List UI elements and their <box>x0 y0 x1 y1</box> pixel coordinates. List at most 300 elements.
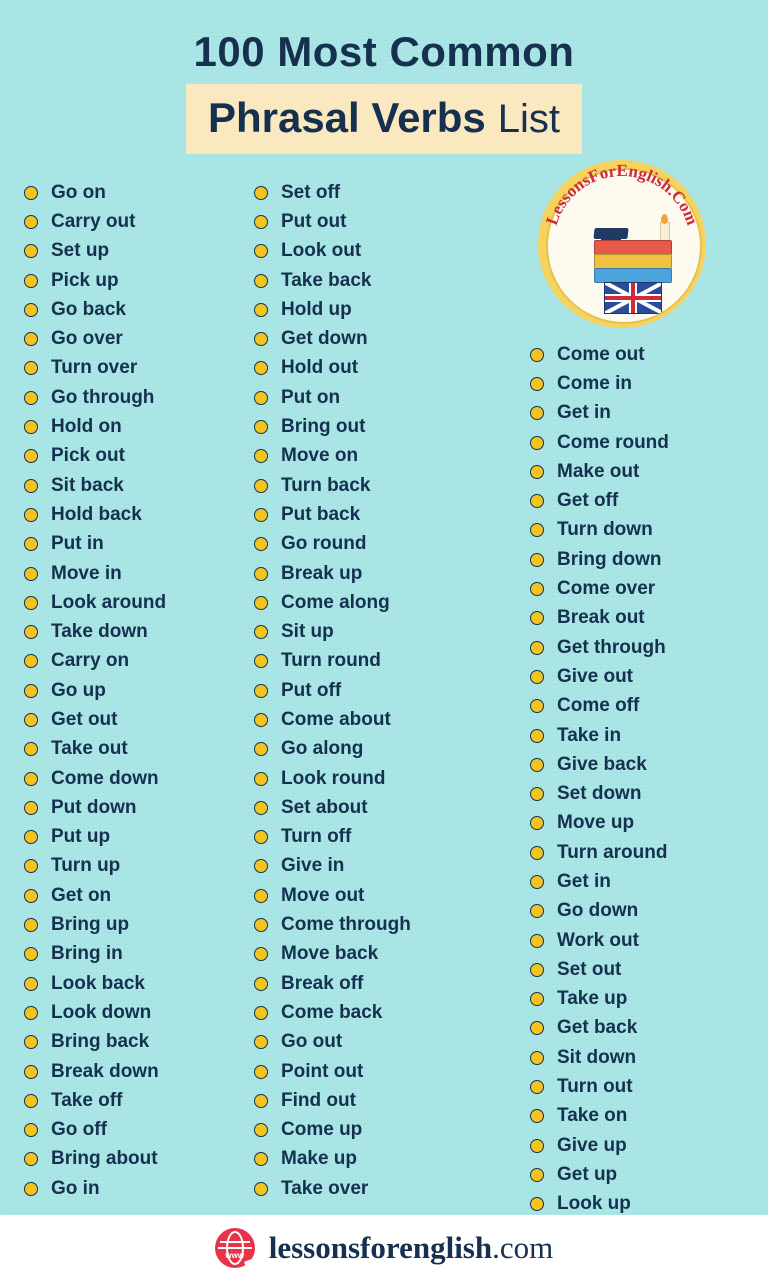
bullet-icon <box>24 1065 38 1079</box>
bullet-icon <box>530 641 544 655</box>
list-item <box>24 881 254 910</box>
list-item-label: Come off <box>557 695 640 717</box>
bullet-icon <box>530 1051 544 1065</box>
bullet-icon <box>530 465 544 479</box>
bullet-icon <box>254 186 268 200</box>
bullet-icon <box>530 1168 544 1182</box>
list-item <box>254 588 494 617</box>
bullet-icon <box>254 772 268 786</box>
list-item-label: Take off <box>51 1089 123 1111</box>
bullet-icon <box>24 449 38 463</box>
list-item-label: Come round <box>557 431 669 453</box>
list-column-2 <box>254 178 494 1203</box>
bullet-icon <box>530 787 544 801</box>
list-item <box>530 369 750 398</box>
list-item <box>254 530 494 559</box>
list-item <box>254 207 494 236</box>
list-item-label: Give out <box>557 665 634 687</box>
list-item-label: Look back <box>51 972 145 994</box>
bullet-icon <box>24 772 38 786</box>
bullet-icon <box>24 654 38 668</box>
list-item <box>254 500 494 529</box>
list-item-label: Bring up <box>51 914 130 936</box>
list-item <box>24 500 254 529</box>
bullet-icon <box>254 361 268 375</box>
list-item-label: Look out <box>281 240 362 262</box>
list-item-label: Go on <box>51 181 106 203</box>
list-item-label: Get up <box>557 1163 618 1185</box>
bullet-icon <box>254 508 268 522</box>
list-item-label: Come over <box>557 578 656 600</box>
list-item-label: Turn off <box>281 826 352 848</box>
page-title-line1: 100 Most Common <box>193 28 575 75</box>
list-item-label: Put back <box>281 503 361 525</box>
bullet-icon <box>24 479 38 493</box>
page-title-light: List <box>497 97 561 141</box>
bullet-icon <box>254 830 268 844</box>
list-item <box>24 237 254 266</box>
list-item-label: Get back <box>557 1017 638 1039</box>
list-item-label: Get off <box>557 490 619 512</box>
list-item-label: Move up <box>557 812 635 834</box>
list-item-label: Go up <box>51 679 106 701</box>
list-item <box>254 940 494 969</box>
list-item <box>254 1174 494 1203</box>
list-item-label: Pick out <box>51 445 125 467</box>
list-item <box>254 764 494 793</box>
list-item <box>24 940 254 969</box>
list-item-label: Look up <box>557 1193 631 1215</box>
bullet-icon <box>530 436 544 450</box>
bullet-icon <box>254 654 268 668</box>
list-item-label: Come along <box>281 591 390 613</box>
list-item <box>530 955 750 984</box>
bullet-icon <box>24 801 38 815</box>
bullet-icon <box>24 977 38 991</box>
list-item <box>24 1057 254 1086</box>
bullet-icon <box>254 1182 268 1196</box>
list-item <box>530 1131 750 1160</box>
bullet-icon <box>254 859 268 873</box>
list-item-label: Carry out <box>51 210 136 232</box>
list-item <box>24 735 254 764</box>
bullet-icon <box>530 1080 544 1094</box>
list-item <box>254 881 494 910</box>
bullet-icon <box>530 729 544 743</box>
list-item <box>254 295 494 324</box>
bullet-icon <box>24 244 38 258</box>
column-2 <box>254 178 494 1203</box>
bullet-icon <box>530 1139 544 1153</box>
list-item <box>530 545 750 574</box>
list-item <box>530 428 750 457</box>
list-item-label: Come down <box>51 767 159 789</box>
list-item <box>24 559 254 588</box>
list-item-label: Put down <box>51 796 137 818</box>
bullet-icon <box>24 1182 38 1196</box>
bullet-icon <box>24 391 38 405</box>
list-item <box>24 295 254 324</box>
bullet-icon <box>254 1065 268 1079</box>
list-item <box>24 823 254 852</box>
list-item <box>530 750 750 779</box>
page-title-row <box>10 84 758 154</box>
list-item <box>530 1072 750 1101</box>
list-item-label: Bring in <box>51 943 123 965</box>
bullet-icon <box>530 758 544 772</box>
bullet-icon <box>254 947 268 961</box>
bullet-icon <box>530 963 544 977</box>
list-item-label: Give back <box>557 753 647 775</box>
bullet-icon <box>530 377 544 391</box>
list-item <box>254 471 494 500</box>
bullet-icon <box>254 889 268 903</box>
list-item <box>254 1057 494 1086</box>
list-item <box>254 998 494 1027</box>
bullet-icon <box>24 596 38 610</box>
list-item <box>530 457 750 486</box>
list-item-label: Take up <box>557 988 628 1010</box>
list-item-label: Give up <box>557 1134 627 1156</box>
bullet-icon <box>530 1021 544 1035</box>
list-item <box>24 354 254 383</box>
list-item <box>530 399 750 428</box>
list-item <box>24 442 254 471</box>
list-item <box>530 604 750 633</box>
list-item <box>24 471 254 500</box>
logo-arc-label: LessonsForEnglish.Com <box>542 160 702 228</box>
bullet-icon <box>254 332 268 346</box>
list-item-label: Turn out <box>557 1076 633 1098</box>
bullet-icon <box>24 186 38 200</box>
list-item-label: Set off <box>281 181 341 203</box>
bullet-icon <box>254 684 268 698</box>
list-item <box>254 705 494 734</box>
list-item <box>24 178 254 207</box>
list-item <box>254 178 494 207</box>
bullet-icon <box>24 1123 38 1137</box>
list-item <box>24 998 254 1027</box>
books-icon <box>588 218 676 310</box>
site-url-tld: .com <box>492 1229 554 1265</box>
bullet-icon <box>530 699 544 713</box>
list-item-label: Get in <box>557 870 611 892</box>
list-item <box>24 207 254 236</box>
globe-www-icon <box>215 1228 255 1268</box>
list-item-label: Work out <box>557 929 639 951</box>
list-item <box>254 1028 494 1057</box>
list-item-label: Break off <box>281 972 364 994</box>
bullet-icon <box>254 1094 268 1108</box>
bullet-icon <box>24 274 38 288</box>
flame-icon <box>661 214 668 224</box>
list-item-label: Move back <box>281 943 379 965</box>
bullet-icon <box>530 582 544 596</box>
list-item <box>530 692 750 721</box>
list-item <box>530 1190 750 1215</box>
list-item <box>24 676 254 705</box>
list-item <box>254 617 494 646</box>
list-item-label: Bring back <box>51 1031 150 1053</box>
list-item-label: Hold on <box>51 416 122 438</box>
list-item-label: Come up <box>281 1119 363 1141</box>
bullet-icon <box>24 420 38 434</box>
bullet-icon <box>24 684 38 698</box>
bullet-icon <box>530 904 544 918</box>
list-item <box>254 823 494 852</box>
bullet-icon <box>24 889 38 903</box>
bullet-icon <box>530 523 544 537</box>
bullet-icon <box>24 859 38 873</box>
list-item <box>254 1145 494 1174</box>
list-item <box>24 793 254 822</box>
list-item-label: Go off <box>51 1119 107 1141</box>
poster-canvas <box>10 10 758 1215</box>
list-item <box>530 809 750 838</box>
list-item <box>24 617 254 646</box>
bullet-icon <box>254 449 268 463</box>
list-item-label: Turn back <box>281 474 371 496</box>
list-item-label: Take back <box>281 269 372 291</box>
list-item <box>530 838 750 867</box>
bullet-icon <box>24 713 38 727</box>
list-item <box>24 852 254 881</box>
bullet-icon <box>530 553 544 567</box>
list-item <box>254 324 494 353</box>
bullet-icon <box>254 977 268 991</box>
list-item-label: Take on <box>557 1105 628 1127</box>
book-icon <box>594 240 672 255</box>
list-item-label: Go down <box>557 900 639 922</box>
list-item <box>530 926 750 955</box>
list-item <box>24 910 254 939</box>
list-item <box>254 1116 494 1145</box>
list-item-label: Get in <box>557 402 611 424</box>
list-item <box>530 1043 750 1072</box>
list-item-label: Move on <box>281 445 359 467</box>
bullet-icon <box>24 537 38 551</box>
bullet-icon <box>530 611 544 625</box>
list-item <box>530 985 750 1014</box>
list-item-label: Come in <box>557 372 632 394</box>
list-item <box>24 1116 254 1145</box>
list-item-label: Come back <box>281 1001 383 1023</box>
list-item-label: Come about <box>281 708 391 730</box>
list-item-label: Hold up <box>281 298 352 320</box>
list-item <box>24 969 254 998</box>
list-item-label: Pick up <box>51 269 119 291</box>
list-item-label: Put in <box>51 533 104 555</box>
bullet-icon <box>24 508 38 522</box>
list-item-label: Come out <box>557 343 645 365</box>
list-item-label: Look round <box>281 767 386 789</box>
list-item-label: Take down <box>51 621 148 643</box>
list-item-label: Make up <box>281 1148 358 1170</box>
list-item-label: Sit back <box>51 474 124 496</box>
list-item <box>24 1028 254 1057</box>
list-item <box>254 852 494 881</box>
list-item <box>24 266 254 295</box>
list-item <box>24 705 254 734</box>
union-jack-icon <box>604 282 662 314</box>
list-item-label: Find out <box>281 1089 356 1111</box>
bullet-icon <box>530 406 544 420</box>
column-3 <box>530 340 750 1215</box>
list-item-label: Go through <box>51 386 155 408</box>
list-item <box>254 266 494 295</box>
bullet-icon <box>530 1109 544 1123</box>
list-item-label: Turn round <box>281 650 381 672</box>
list-item-label: Get out <box>51 708 118 730</box>
list-item <box>254 910 494 939</box>
title-highlight-box <box>186 84 582 154</box>
column-1 <box>24 178 254 1203</box>
list-item-label: Get through <box>557 636 666 658</box>
list-item <box>24 1145 254 1174</box>
bullet-icon <box>24 625 38 639</box>
list-item <box>530 721 750 750</box>
bullet-icon <box>254 391 268 405</box>
bullet-icon <box>254 479 268 493</box>
bullet-icon <box>530 670 544 684</box>
bullet-icon <box>254 537 268 551</box>
book-icon <box>594 268 672 283</box>
list-item <box>254 735 494 764</box>
list-item <box>530 340 750 369</box>
bullet-icon <box>254 801 268 815</box>
bullet-icon <box>254 244 268 258</box>
bullet-icon <box>530 494 544 508</box>
list-item-label: Go back <box>51 298 126 320</box>
list-item-label: Go out <box>281 1031 343 1053</box>
list-item-label: Sit down <box>557 1046 637 1068</box>
bullet-icon <box>254 1152 268 1166</box>
bullet-icon <box>254 1035 268 1049</box>
list-item <box>530 897 750 926</box>
list-item <box>24 383 254 412</box>
logo-face <box>546 168 702 324</box>
list-item <box>254 676 494 705</box>
list-item-label: Go in <box>51 1177 100 1199</box>
list-item-label: Turn up <box>51 855 121 877</box>
list-item <box>530 1160 750 1189</box>
list-column-3 <box>530 340 750 1215</box>
bullet-icon <box>254 215 268 229</box>
bullet-icon <box>24 1094 38 1108</box>
bullet-icon <box>24 332 38 346</box>
list-item <box>24 412 254 441</box>
bullet-icon <box>254 420 268 434</box>
list-item <box>254 969 494 998</box>
bullet-icon <box>254 274 268 288</box>
list-item-label: Set up <box>51 240 110 262</box>
bullet-icon <box>254 918 268 932</box>
bullet-icon <box>530 934 544 948</box>
bullet-icon <box>254 713 268 727</box>
list-item-label: Hold out <box>281 357 359 379</box>
list-item <box>530 516 750 545</box>
list-item <box>530 1014 750 1043</box>
bullet-icon <box>24 1035 38 1049</box>
bullet-icon <box>24 361 38 375</box>
bullet-icon <box>254 567 268 581</box>
list-item-label: Get on <box>51 884 112 906</box>
list-item <box>254 412 494 441</box>
bullet-icon <box>254 625 268 639</box>
list-item <box>254 1086 494 1115</box>
list-item-label: Come through <box>281 914 411 936</box>
bullet-icon <box>530 348 544 362</box>
bullet-icon <box>24 947 38 961</box>
list-item-label: Take in <box>557 724 622 746</box>
list-item-label: Turn around <box>557 841 668 863</box>
list-item <box>254 559 494 588</box>
site-url[interactable] <box>269 1230 553 1266</box>
list-item <box>530 779 750 808</box>
bullet-icon <box>24 1006 38 1020</box>
list-item <box>24 647 254 676</box>
list-item <box>530 867 750 896</box>
list-item-label: Turn down <box>557 519 653 541</box>
list-item-label: Break out <box>557 607 645 629</box>
list-item-label: Sit up <box>281 621 334 643</box>
bullet-icon <box>530 992 544 1006</box>
list-item <box>254 354 494 383</box>
list-item <box>24 324 254 353</box>
list-item <box>24 1086 254 1115</box>
bullet-icon <box>530 1197 544 1211</box>
bullet-icon <box>530 846 544 860</box>
list-item <box>254 237 494 266</box>
footer <box>0 1215 768 1280</box>
list-item <box>530 633 750 662</box>
bullet-icon <box>530 816 544 830</box>
list-item-label: Set out <box>557 958 622 980</box>
list-item-label: Take over <box>281 1177 369 1199</box>
site-url-name: lessonsforenglish <box>268 1229 493 1265</box>
bullet-icon <box>24 567 38 581</box>
list-item-label: Put on <box>281 386 341 408</box>
www-label: www <box>225 1250 245 1260</box>
list-item <box>24 764 254 793</box>
list-item <box>530 486 750 515</box>
list-item-label: Break down <box>51 1060 159 1082</box>
list-item-label: Give in <box>281 855 345 877</box>
list-item <box>254 793 494 822</box>
list-item-label: Turn over <box>51 357 138 379</box>
book-icon <box>594 254 672 269</box>
list-item-label: Set about <box>281 796 368 818</box>
list-item-label: Look down <box>51 1001 152 1023</box>
list-item <box>254 647 494 676</box>
list-item <box>530 574 750 603</box>
bullet-icon <box>24 1152 38 1166</box>
bullet-icon <box>530 875 544 889</box>
list-item-label: Take out <box>51 738 128 760</box>
list-item-label: Bring about <box>51 1148 158 1170</box>
bullet-icon <box>24 303 38 317</box>
bullet-icon <box>24 830 38 844</box>
bullet-icon <box>254 303 268 317</box>
list-item-label: Hold back <box>51 503 142 525</box>
bullet-icon <box>254 1123 268 1137</box>
list-item <box>24 588 254 617</box>
bullet-icon <box>24 742 38 756</box>
list-item <box>24 530 254 559</box>
list-item-label: Point out <box>281 1060 364 1082</box>
list-item-label: Break up <box>281 562 363 584</box>
list-item-label: Go along <box>281 738 364 760</box>
